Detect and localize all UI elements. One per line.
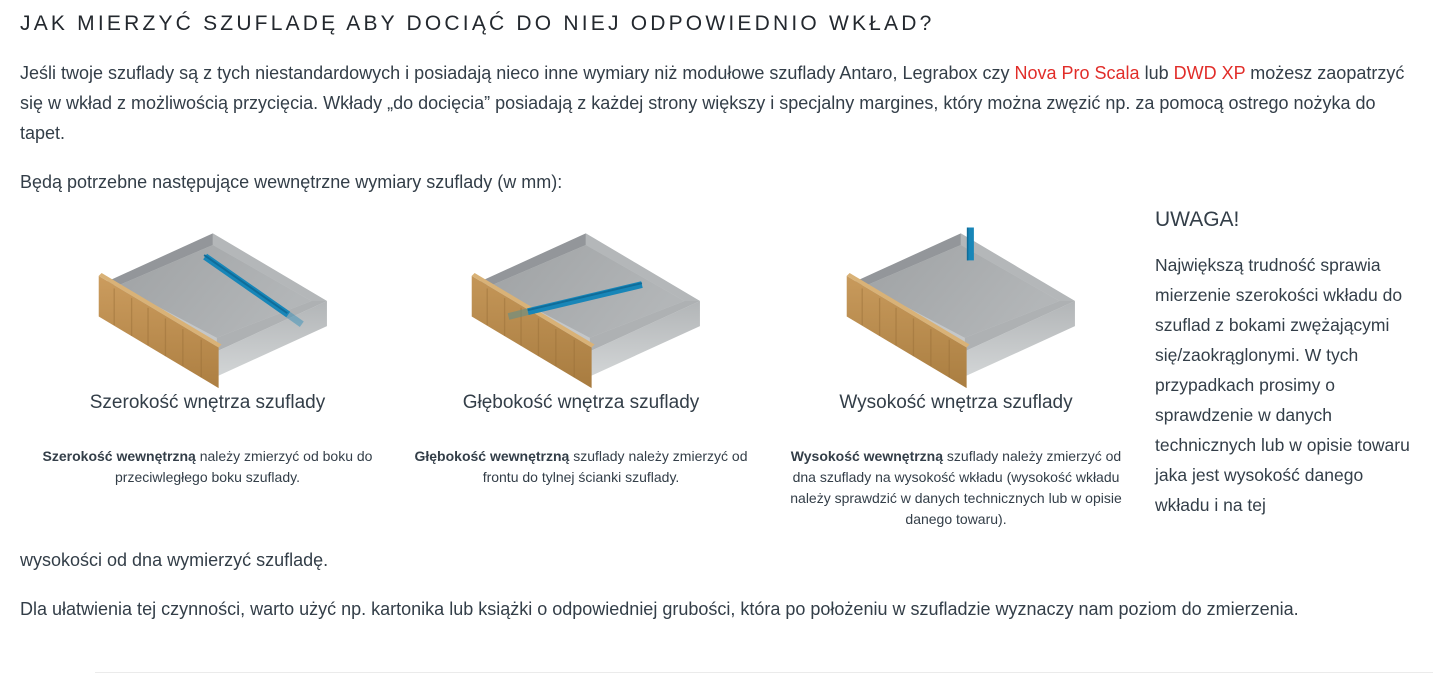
desc-bold-depth: Głębokość wewnętrzną: [414, 448, 570, 464]
desc-rest-width: należy zmierzyć od boku do przeciwległego boku szuflady.: [115, 448, 373, 485]
link-dwd-xp[interactable]: DWD XP: [1173, 63, 1246, 83]
continuation-paragraph: wysokości od dna wymierzyć szufladę.: [20, 550, 329, 570]
drawer-depth-illustration: [431, 214, 731, 390]
closing-paragraph: Dla ułatwienia tej czynności, warto użyć np. kartonika lub książki o odpowiedniej grubości, która po położeniu w szufladzie wyznaczy nam poziom do zmierzenia.: [20, 599, 1299, 619]
warning-title: UWAGA!: [1155, 208, 1240, 231]
desc-bold-height: Wysokość wewnętrzną: [790, 448, 944, 464]
column-depth: [395, 208, 767, 488]
bottom-divider: [95, 672, 1433, 673]
page-title: JAK MIERZYĆ SZUFLADĘ ABY DOCIĄĆ DO NIEJ ODPOWIEDNIO WKŁAD?: [20, 12, 935, 35]
intro-paragraph: [20, 58, 1413, 148]
measure-bar-height: [968, 228, 971, 261]
desc-rest-depth: szuflady należy zmierzyć od frontu do tylnej ścianki szuflady.: [482, 448, 748, 485]
drawer-height-caption: Wysokość wnętrza szuflady: [839, 392, 1073, 413]
drawer-depth-description: [405, 446, 757, 488]
lead-paragraph: Będą potrzebne następujące wewnętrzne wymiary szuflady (w mm):: [20, 172, 563, 192]
intro-text-1: Jeśli twoje szuflady są z tych niestandardowych i posiadają nieco inne wymiary niż modułowe szuflady Antaro, Legrabox czy: [20, 63, 1015, 83]
desc-bold-width: Szerokość wewnętrzną: [42, 448, 196, 464]
measurement-columns: [20, 208, 1413, 530]
column-width: [20, 208, 395, 488]
warning-text: Największą trudność sprawia mierzenie szerokości wkładu do szuflad z bokami zwężającymi się/zaokrąglonymi. W tych przypadkach prosimy o sprawdzenie w danych technicznych lub w opisie towaru jaka jest wysokość danego wkładu i na tej: [1155, 255, 1410, 515]
drawer-height-description: [780, 446, 1132, 530]
intro-text-3: możesz zaopatrzyć się w wkład z możliwością przycięcia. Wkłady „do docięcia” posiadają z każdej strony większy i specjalny margines, który można zwęzić np. za pomocą ostrego nożyka do tapet.: [20, 63, 1405, 143]
warning-note: [1155, 208, 1413, 520]
desc-rest-height: szuflady należy zmierzyć od dna szuflady na wysokość wkładu (wysokość wkładu należy sprawdzić w danych technicznych lub w opisie danego towaru).: [790, 448, 1122, 527]
link-nova-pro-scala[interactable]: Nova Pro Scala: [1014, 63, 1140, 83]
intro-text-2: lub: [1139, 63, 1174, 83]
drawer-width-caption: Szerokość wnętrza szuflady: [89, 392, 326, 413]
column-height: [767, 208, 1145, 530]
drawer-width-illustration: [58, 214, 358, 390]
drawer-width-description: [32, 446, 384, 488]
drawer-height-illustration: [806, 214, 1106, 390]
drawer-depth-caption: Głębokość wnętrza szuflady: [462, 392, 700, 413]
